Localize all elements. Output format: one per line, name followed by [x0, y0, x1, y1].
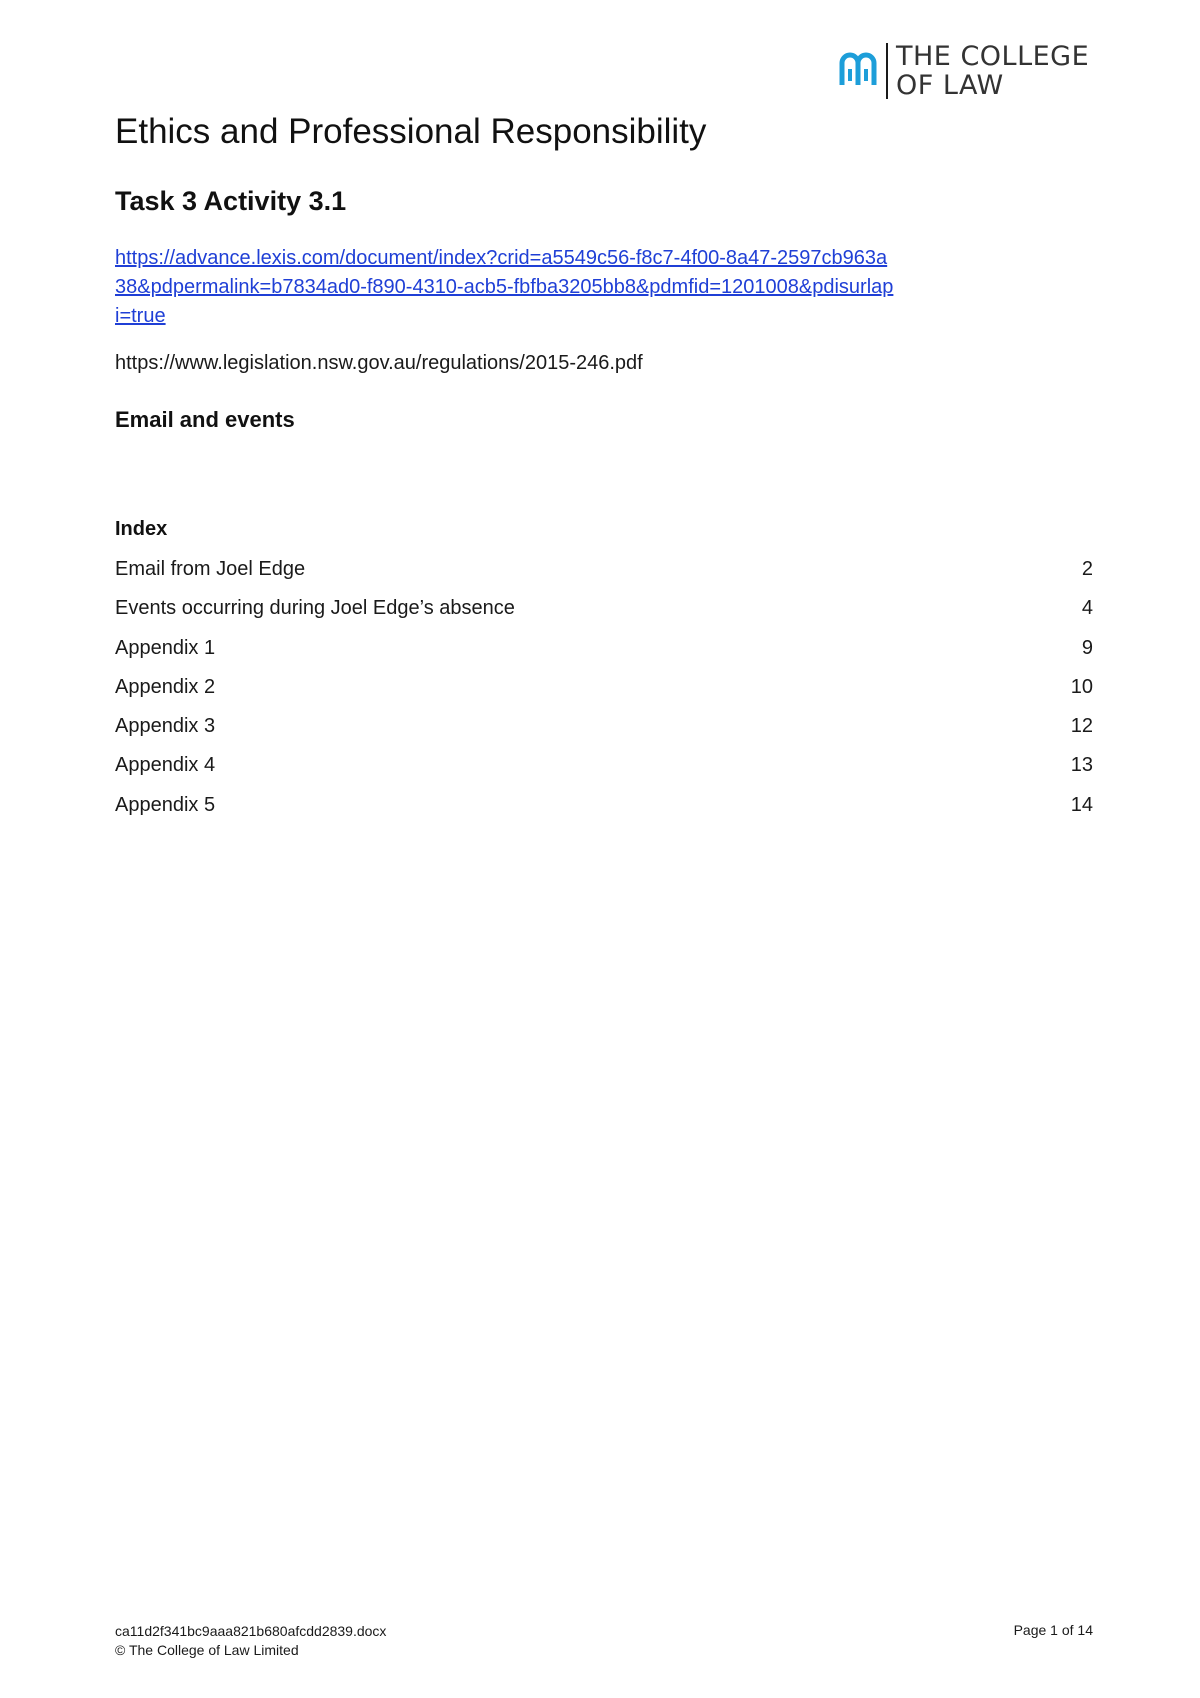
footer-copyright: © The College of Law Limited [115, 1642, 299, 1658]
index-entry-label: Events occurring during Joel Edge’s absence [115, 597, 515, 620]
index-row [115, 595, 1093, 634]
section-heading: Email and events [115, 407, 295, 432]
task-title: Task 3 Activity 3.1 [115, 186, 347, 216]
index-entry-page: 13 [1070, 754, 1093, 777]
index-row [115, 713, 1093, 752]
index-entry-page: 2 [1081, 558, 1093, 580]
index-entry-page: 14 [1070, 793, 1093, 816]
index-entry-page: 12 [1070, 715, 1093, 738]
logo-text [896, 42, 1089, 100]
index-row [115, 556, 1093, 595]
college-logo-icon [838, 51, 878, 91]
index-list [115, 556, 1093, 831]
index-entry-label: Email from Joel Edge [115, 558, 306, 580]
index-entry-label: Appendix 5 [115, 793, 216, 816]
document-title: Ethics and Professional Responsibility [115, 112, 707, 151]
index-entry-label: Appendix 1 [115, 636, 216, 659]
index-entry-page: 10 [1070, 675, 1093, 698]
lexis-link[interactable]: https://advance.lexis.com/document/index?crid=a5549c56-f8c7-4f00-8a47-2597cb963a38&pdpermalink=b7834ad0-f890-4310-acb5-fbfba3205bb8&pdmfid=1201008&pdisurlapi=true [115, 247, 894, 327]
index-row [115, 674, 1093, 713]
footer-left [115, 1622, 386, 1660]
logo-line-1: THE COLLEGE [896, 41, 1090, 72]
legislation-url: https://www.legislation.nsw.gov.au/regulations/2015-246.pdf [115, 352, 643, 374]
index-entry-page: 4 [1081, 597, 1093, 620]
logo-divider [886, 43, 888, 99]
index-entry-label: Appendix 4 [115, 754, 216, 777]
index-row [115, 752, 1093, 791]
footer-page-info: Page 1 of 14 [1013, 1622, 1093, 1638]
college-logo [838, 40, 1089, 102]
logo-line-2: OF LAW [896, 70, 1004, 101]
index-heading: Index [115, 518, 168, 540]
index-row [115, 792, 1093, 831]
index-entry-label: Appendix 2 [115, 675, 216, 698]
footer-filename: ca11d2f341bc9aaa821b680afcdd2839.docx [115, 1623, 387, 1639]
index-row [115, 635, 1093, 674]
index-entry-label: Appendix 3 [115, 715, 216, 738]
index-entry-page: 9 [1081, 636, 1093, 659]
